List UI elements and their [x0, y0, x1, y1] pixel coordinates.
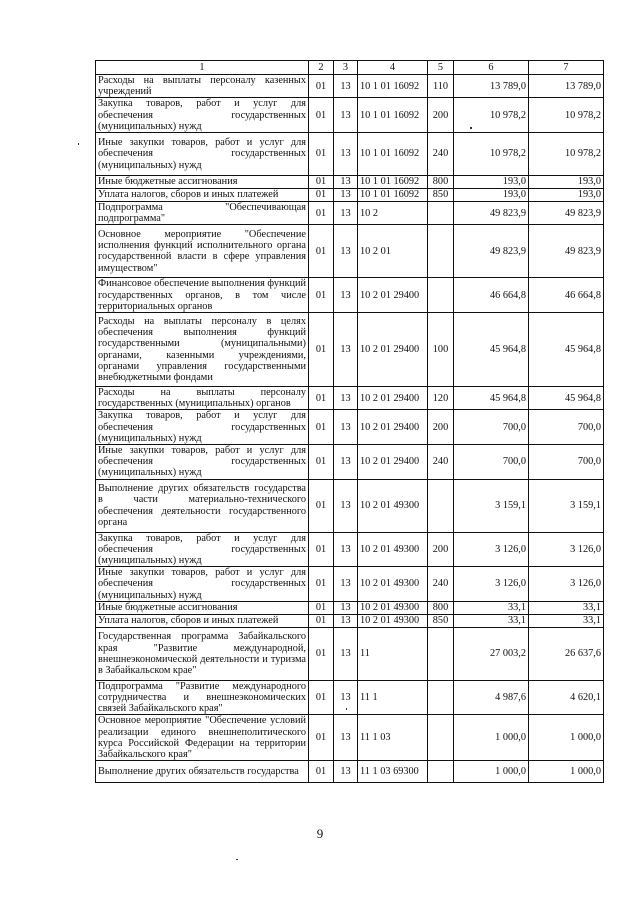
- row-name-cell: Иные бюджетные ассигнования: [96, 601, 309, 614]
- table-body: [96, 75, 604, 783]
- amount-cell-col6: 700,0: [454, 410, 529, 445]
- subsection-code-cell: 13: [334, 715, 358, 761]
- table-row: [96, 715, 604, 761]
- target-code-cell: 10 2 01: [358, 225, 428, 278]
- subsection-code-cell: 13: [334, 75, 358, 98]
- table-row: [96, 313, 604, 387]
- page-number: 9: [316, 826, 324, 841]
- row-name-cell: Закупка товаров, работ и услуг для обеспечения государственных (муниципальных) нужд: [96, 410, 309, 445]
- amount-cell-col6: 46 664,8: [454, 278, 529, 313]
- table-row: [96, 278, 604, 313]
- row-name-cell: Иные закупки товаров, работ и услуг для обеспечения государственных (муниципальных) нужд: [96, 445, 309, 480]
- target-code-cell: 10 2: [358, 202, 428, 225]
- expense-type-cell: [428, 202, 454, 225]
- subsection-code-cell: 13: [334, 614, 358, 627]
- scan-speck: [78, 143, 79, 145]
- table-row: [96, 189, 604, 202]
- table-row: [96, 133, 604, 176]
- amount-cell-col6: 3 159,1: [454, 479, 529, 532]
- expense-type-cell: [428, 680, 454, 715]
- subsection-code-cell: 13: [334, 98, 358, 133]
- table-row: [96, 445, 604, 480]
- row-name-cell: Иные закупки товаров, работ и услуг для обеспечения государственных (муниципальных) нужд: [96, 567, 309, 602]
- amount-cell-col6: 1 000,0: [454, 761, 529, 783]
- amount-cell-col7: 193,0: [529, 189, 604, 202]
- expense-type-cell: 240: [428, 567, 454, 602]
- header-col-7: 7: [529, 61, 604, 75]
- section-code-cell: 01: [309, 680, 334, 715]
- expense-type-cell: [428, 715, 454, 761]
- expense-type-cell: 200: [428, 98, 454, 133]
- subsection-code-cell: 13: [334, 479, 358, 532]
- budget-table: [95, 60, 604, 783]
- header-col-6: 6: [454, 61, 529, 75]
- row-name-cell: Закупка товаров, работ и услуг для обеспечения государственных (муниципальных) нужд: [96, 532, 309, 567]
- target-code-cell: 10 2 01 49300: [358, 567, 428, 602]
- subsection-code-cell: 13: [334, 601, 358, 614]
- table-row: [96, 627, 604, 680]
- amount-cell-col6: 193,0: [454, 189, 529, 202]
- target-code-cell: 11 1: [358, 680, 428, 715]
- amount-cell-col6: 13 789,0: [454, 75, 529, 98]
- expense-type-cell: 200: [428, 410, 454, 445]
- amount-cell-col6: 49 823,9: [454, 225, 529, 278]
- amount-cell-col7: 45 964,8: [529, 387, 604, 410]
- row-name-cell: Расходы на выплаты персоналу в целях обеспечения выполнения функций государственными (муниципальными) органами, казенными учреждениями, органами управления государственными внебюджетными фондами: [96, 313, 309, 387]
- row-name-cell: Выполнение других обязательств государства в части материально-технического обеспечения деятельности государственного органа: [96, 479, 309, 532]
- target-code-cell: 10 1 01 16092: [358, 98, 428, 133]
- amount-cell-col7: 700,0: [529, 410, 604, 445]
- section-code-cell: 01: [309, 278, 334, 313]
- amount-cell-col7: 4 620,1: [529, 680, 604, 715]
- expense-type-cell: 120: [428, 387, 454, 410]
- expense-type-cell: 850: [428, 614, 454, 627]
- table-row: [96, 761, 604, 783]
- subsection-code-cell: 13: [334, 445, 358, 480]
- row-name-cell: Закупка товаров, работ и услуг для обеспечения государственных (муниципальных) нужд: [96, 98, 309, 133]
- amount-cell-col6: 4 987,6: [454, 680, 529, 715]
- amount-cell-col7: 45 964,8: [529, 313, 604, 387]
- row-name-cell: Уплата налогов, сборов и иных платежей: [96, 614, 309, 627]
- target-code-cell: 10 2 01 49300: [358, 614, 428, 627]
- table-row: [96, 176, 604, 189]
- row-name-cell: Финансовое обеспечение выполнения функций государственных органов, в том числе территориальных органов: [96, 278, 309, 313]
- target-code-cell: 10 2 01 49300: [358, 479, 428, 532]
- amount-cell-col7: 13 789,0: [529, 75, 604, 98]
- row-name-cell: Государственная программа Забайкальского края "Развитие международной, внешнеэкономической деятельности и туризма в Забайкальском крае": [96, 627, 309, 680]
- scan-speck: [236, 859, 238, 860]
- row-name-cell: Расходы на выплаты персоналу казенных учреждений: [96, 75, 309, 98]
- amount-cell-col7: 10 978,2: [529, 98, 604, 133]
- target-code-cell: 11: [358, 627, 428, 680]
- target-code-cell: 10 1 01 16092: [358, 133, 428, 176]
- amount-cell-col6: 33,1: [454, 614, 529, 627]
- amount-cell-col6: 45 964,8: [454, 387, 529, 410]
- section-code-cell: 01: [309, 567, 334, 602]
- header-col-5: 5: [428, 61, 454, 75]
- section-code-cell: 01: [309, 225, 334, 278]
- row-name-cell: Уплата налогов, сборов и иных платежей: [96, 189, 309, 202]
- table-row: [96, 410, 604, 445]
- section-code-cell: 01: [309, 133, 334, 176]
- amount-cell-col7: 49 823,9: [529, 225, 604, 278]
- amount-cell-col6: 1 000,0: [454, 715, 529, 761]
- section-code-cell: 01: [309, 601, 334, 614]
- section-code-cell: 01: [309, 479, 334, 532]
- section-code-cell: 01: [309, 202, 334, 225]
- amount-cell-col7: 1 000,0: [529, 715, 604, 761]
- row-name-cell: Основное мероприятие "Обеспечение условий реализации единого внешнеполитического курса Российской Федерации на территории Забайкальского края": [96, 715, 309, 761]
- section-code-cell: 01: [309, 75, 334, 98]
- table-row: [96, 479, 604, 532]
- target-code-cell: 10 2 01 49300: [358, 532, 428, 567]
- table-row: [96, 680, 604, 715]
- subsection-code-cell: 13: [334, 567, 358, 602]
- table-row: [96, 202, 604, 225]
- table-row: [96, 225, 604, 278]
- header-col-3: 3: [334, 61, 358, 75]
- expense-type-cell: [428, 479, 454, 532]
- subsection-code-cell: 13: [334, 133, 358, 176]
- section-code-cell: 01: [309, 313, 334, 387]
- expense-type-cell: 850: [428, 189, 454, 202]
- subsection-code-cell: 13: [334, 189, 358, 202]
- table-row: [96, 614, 604, 627]
- expense-type-cell: 800: [428, 601, 454, 614]
- section-code-cell: 01: [309, 176, 334, 189]
- amount-cell-col6: 3 126,0: [454, 567, 529, 602]
- target-code-cell: 11 1 03 69300: [358, 761, 428, 783]
- amount-cell-col6: 700,0: [454, 445, 529, 480]
- expense-type-cell: [428, 627, 454, 680]
- section-code-cell: 01: [309, 189, 334, 202]
- target-code-cell: 10 2 01 29400: [358, 410, 428, 445]
- amount-cell-col6: 3 126,0: [454, 532, 529, 567]
- amount-cell-col6: 33,1: [454, 601, 529, 614]
- amount-cell-col7: 46 664,8: [529, 278, 604, 313]
- target-code-cell: 10 2 01 49300: [358, 601, 428, 614]
- subsection-code-cell: 13: [334, 410, 358, 445]
- amount-cell-col7: 33,1: [529, 601, 604, 614]
- target-code-cell: 10 1 01 16092: [358, 75, 428, 98]
- amount-cell-col6: 193,0: [454, 176, 529, 189]
- subsection-code-cell: 13: [334, 313, 358, 387]
- header-col-2: 2: [309, 61, 334, 75]
- section-code-cell: 01: [309, 627, 334, 680]
- subsection-code-cell: 13: [334, 278, 358, 313]
- amount-cell-col7: 3 126,0: [529, 567, 604, 602]
- expense-type-cell: 200: [428, 532, 454, 567]
- amount-cell-col7: 33,1: [529, 614, 604, 627]
- subsection-code-cell: 13: [334, 680, 358, 715]
- amount-cell-col6: 10 978,2: [454, 133, 529, 176]
- expense-type-cell: [428, 761, 454, 783]
- amount-cell-col7: 49 823,9: [529, 202, 604, 225]
- table-row: [96, 567, 604, 602]
- subsection-code-cell: 13: [334, 202, 358, 225]
- scan-speck: [346, 708, 347, 710]
- amount-cell-col6: 45 964,8: [454, 313, 529, 387]
- amount-cell-col7: 10 978,2: [529, 133, 604, 176]
- target-code-cell: 10 2 01 29400: [358, 278, 428, 313]
- target-code-cell: 10 2 01 29400: [358, 387, 428, 410]
- amount-cell-col7: 26 637,6: [529, 627, 604, 680]
- section-code-cell: 01: [309, 715, 334, 761]
- target-code-cell: 11 1 03: [358, 715, 428, 761]
- amount-cell-col7: 1 000,0: [529, 761, 604, 783]
- target-code-cell: 10 2 01 29400: [358, 445, 428, 480]
- subsection-code-cell: 13: [334, 532, 358, 567]
- subsection-code-cell: 13: [334, 176, 358, 189]
- section-code-cell: 01: [309, 614, 334, 627]
- table-header-row: [96, 61, 604, 75]
- section-code-cell: 01: [309, 410, 334, 445]
- expense-type-cell: 240: [428, 133, 454, 176]
- section-code-cell: 01: [309, 98, 334, 133]
- target-code-cell: 10 1 01 16092: [358, 176, 428, 189]
- scan-speck: [470, 127, 472, 129]
- expense-type-cell: 800: [428, 176, 454, 189]
- table-row: [96, 601, 604, 614]
- section-code-cell: 01: [309, 761, 334, 783]
- row-name-cell: Подпрограмма "Развитие международного сотрудничества и внешнеэкономических связей Забайкальского края": [96, 680, 309, 715]
- table-row: [96, 532, 604, 567]
- table-row: [96, 387, 604, 410]
- subsection-code-cell: 13: [334, 387, 358, 410]
- amount-cell-col6: 10 978,2: [454, 98, 529, 133]
- section-code-cell: 01: [309, 532, 334, 567]
- expense-type-cell: 240: [428, 445, 454, 480]
- amount-cell-col6: 49 823,9: [454, 202, 529, 225]
- subsection-code-cell: 13: [334, 761, 358, 783]
- target-code-cell: 10 2 01 29400: [358, 313, 428, 387]
- amount-cell-col7: 3 126,0: [529, 532, 604, 567]
- amount-cell-col7: 700,0: [529, 445, 604, 480]
- subsection-code-cell: 13: [334, 627, 358, 680]
- section-code-cell: 01: [309, 445, 334, 480]
- section-code-cell: 01: [309, 387, 334, 410]
- row-name-cell: Основное мероприятие "Обеспечение исполнения функций исполнительного органа государственной власти в сфере управления имуществом": [96, 225, 309, 278]
- expense-type-cell: [428, 225, 454, 278]
- row-name-cell: Иные закупки товаров, работ и услуг для обеспечения государственных (муниципальных) нужд: [96, 133, 309, 176]
- header-col-4: 4: [358, 61, 428, 75]
- table-row: [96, 98, 604, 133]
- row-name-cell: Иные бюджетные ассигнования: [96, 176, 309, 189]
- row-name-cell: Подпрограмма "Обеспечивающая подпрограмма": [96, 202, 309, 225]
- row-name-cell: Расходы на выплаты персоналу государственных (муниципальных) органов: [96, 387, 309, 410]
- target-code-cell: 10 1 01 16092: [358, 189, 428, 202]
- amount-cell-col7: 3 159,1: [529, 479, 604, 532]
- expense-type-cell: 110: [428, 75, 454, 98]
- row-name-cell: Выполнение других обязательств государства: [96, 761, 309, 783]
- table-row: [96, 75, 604, 98]
- expense-type-cell: 100: [428, 313, 454, 387]
- expense-type-cell: [428, 278, 454, 313]
- subsection-code-cell: 13: [334, 225, 358, 278]
- amount-cell-col7: 193,0: [529, 176, 604, 189]
- header-col-1: 1: [96, 61, 309, 75]
- amount-cell-col6: 27 003,2: [454, 627, 529, 680]
